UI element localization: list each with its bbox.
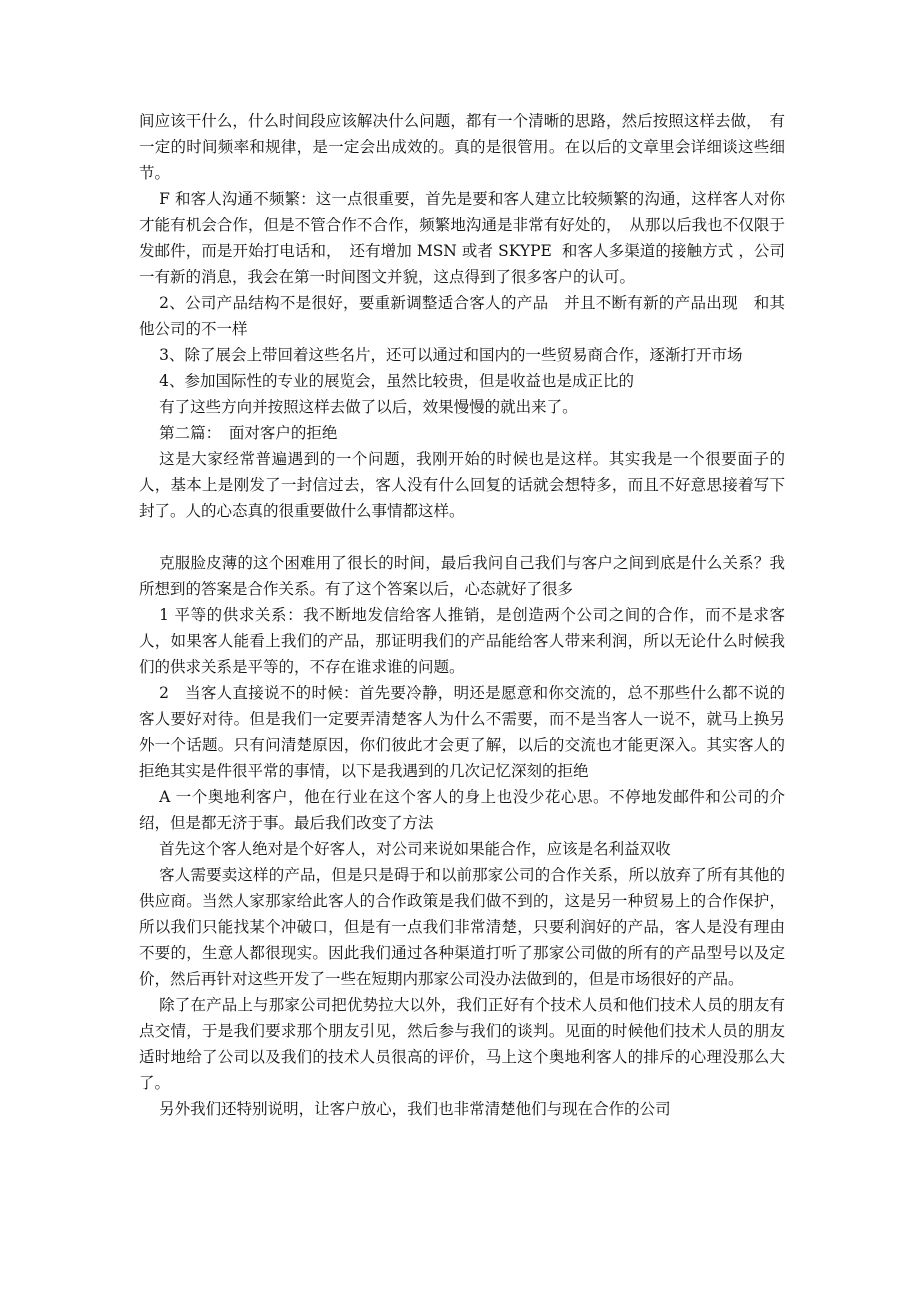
section-heading-part-two: 第二篇： 面对客户的拒绝: [159, 424, 338, 442]
paragraph-technical-staff: 除了在产品上与那家公司把优势拉大以外，我们正好有个技术人员和他们技术人员的朋友有点交情，于是我们要求那个朋友引见，然后参与我们的谈判。见面的时候他们技术人员的朋友适时地给了公司以及我们的技术人员很高的评价，马上这个奥地利客人的排斥的心理没那么大了。: [139, 996, 785, 1092]
paragraph-when-no: 2 当客人直接说不的时候：首先要冷静，明还是愿意和你交流的，总不那些什么都不说的客人要好对待。但是我们一定要弄清楚客人为什么不需要，而不是当客人一说不，就马上换另外一个话题。只有问清楚原因，你们彼此才会更了解，以后的交流也才能更深入。其实客人的拒绝其实是件很平常的事情，以下是我遇到的几次记忆深刻的拒绝: [139, 684, 785, 780]
blank-line: [139, 524, 785, 550]
paragraph-austria-client: A 一个奥地利客户，他在行业在这个客人的身上也没少花心思。不停地发邮件和公司的介绍，但是都无济于事。最后我们改变了方法: [139, 788, 785, 832]
paragraph-equal-relation: 1 平等的供求关系：我不断地发信给客人推销，是创造两个公司之间的合作，而不是求客人，如果客人能看上我们的产品，那证明我们的产品能给客人带来利润，所以无论什么时候我们的供求关系是平等的，不存在谁求谁的问题。: [139, 606, 785, 676]
paragraph-point-3: 3、除了展会上带回着这些名片，还可以通过和国内的一些贸易商合作，逐渐打开市场: [159, 346, 743, 364]
paragraph-point-2: 2、公司产品结构不是很好，要重新调整适合客人的产品 并且不断有新的产品出现 和其他公司的不一样: [139, 294, 785, 338]
paragraph-continuation: 间应该干什么，什么时间段应该解决什么问题，都有一个清晰的思路，然后按照这样去做， 有一定的时间频率和规律，是一定会出成效的。真的是很管用。在以后的文章里会详细谈这些细节。: [139, 112, 785, 182]
paragraph-result: 有了这些方向并按照这样去做了以后，效果慢慢的就出来了。: [159, 398, 578, 416]
paragraph-reassure: 另外我们还特别说明，让客户放心，我们也非常清楚他们与现在合作的公司: [159, 1100, 671, 1118]
paragraph-point-4: 4、参加国际性的专业的展览会，虽然比较贵，但是收益也是成正比的: [159, 372, 635, 390]
paragraph-good-client: 首先这个客人绝对是个好客人，对公司来说如果能合作，应该是名利益双收: [159, 840, 671, 858]
document-page: [139, 108, 785, 1122]
paragraph-overcome: 克服脸皮薄的这个困难用了很长的时间，最后我问自己我们与客户之间到底是什么关系？我所想到的答案是合作关系。有了这个答案以后，心态就好了很多: [139, 554, 785, 598]
paragraph-f-communication: F 和客人沟通不频繁：这一点很重要，首先是要和客人建立比较频繁的沟通，这样客人对你才能有机会合作，但是不管合作不合作，频繁地沟通是非常有好处的， 从那以后我也不仅限于发邮件，而是开始打电话和， 还有增加 MSN 或者 SKYPE 和客人多渠道的接触方式 ，公司一有新的消息，我会在第一时间图文并貌，这点得到了很多客户的认可。: [139, 190, 785, 286]
paragraph-product-need: 客人需要卖这样的产品，但是只是碍于和以前那家公司的合作关系，所以放弃了所有其他的供应商。当然人家那家给此客人的合作政策是我们做不到的，这是另一种贸易上的合作保护，所以我们只能找某个冲破口，但是有一点我们非常清楚，只要利润好的产品，客人是没有理由不要的，生意人都很现实。因此我们通过各种渠道打听了那家公司做的所有的产品型号以及定价，然后再针对这些开发了一些在短期内那家公司没办法做到的，但是市场很好的产品。: [139, 866, 785, 988]
paragraph-common-problem: 这是大家经常普遍遇到的一个问题，我刚开始的时候也是这样。其实我是一个很要面子的人，基本上是刚发了一封信过去，客人没有什么回复的话就会想特多，而且不好意思接着写下封了。人的心态真的很重要做什么事情都这样。: [139, 450, 785, 520]
